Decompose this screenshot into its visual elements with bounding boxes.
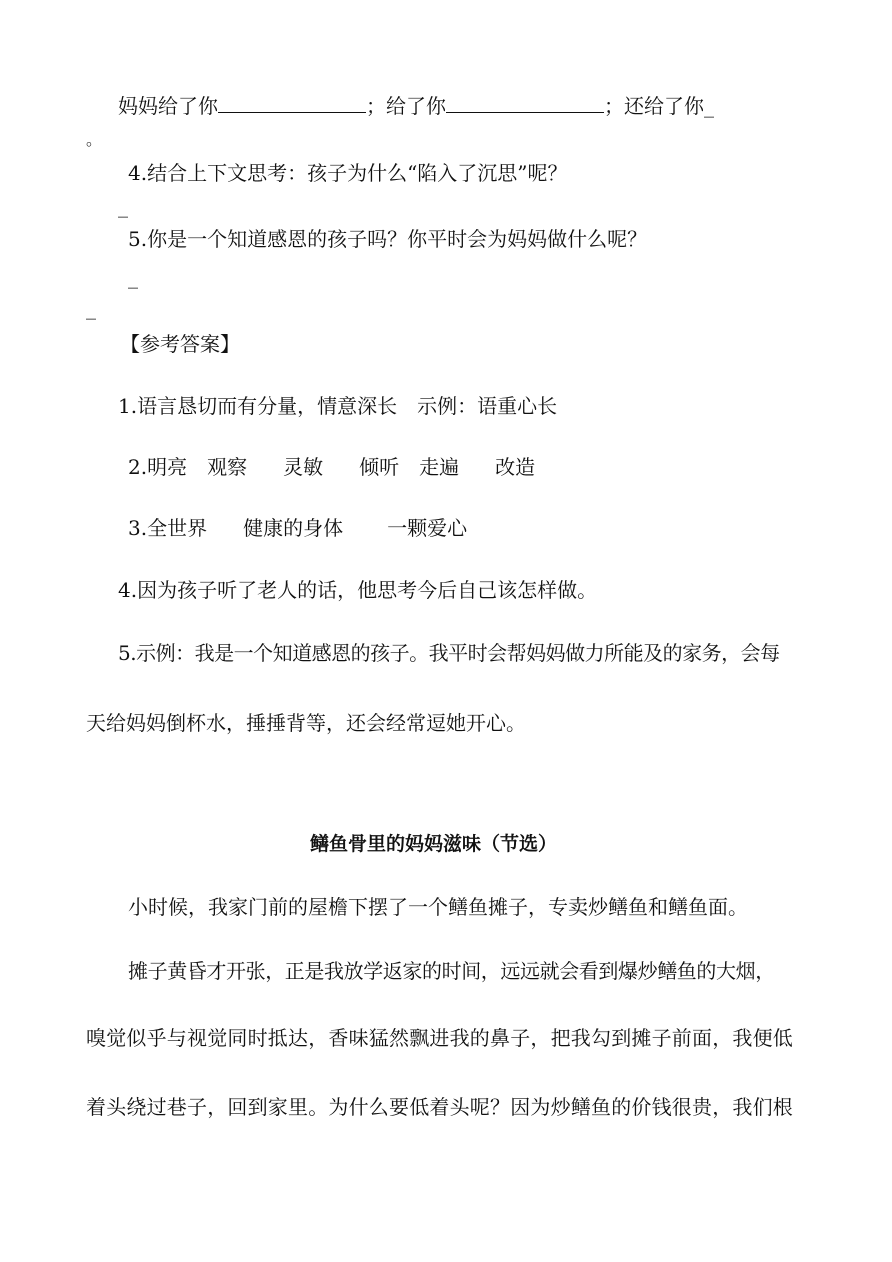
answer-3-word-2: 一颗爱心 bbox=[387, 516, 468, 540]
answer-4: 4.因为孩子听了老人的话，他思考今后自己该怎样做。 bbox=[118, 578, 598, 602]
q3-line bbox=[118, 92, 714, 120]
q4-text: 4.结合上下文思考：孩子为什么“陷入了沉思”呢？ bbox=[128, 161, 568, 185]
answer-1-text: 1.语言恳切而有分量，情意深长 bbox=[118, 394, 398, 418]
article-paragraph-2-line-3: 着头绕过巷子，回到家里。为什么要低着头呢？因为炒鳝鱼的价钱很贵，我们根 bbox=[86, 1095, 793, 1119]
answer-3-word-0: 3.全世界 bbox=[128, 516, 208, 540]
answer-1 bbox=[118, 392, 557, 420]
answers-heading: 【参考答案】 bbox=[120, 332, 240, 356]
q5-answer-line-1[interactable]: _ bbox=[128, 265, 138, 289]
answer-2-word-4: 走遍 bbox=[419, 455, 460, 479]
q3-blank-3[interactable]: _ bbox=[704, 94, 714, 118]
q3-sep1: ；给了你 bbox=[366, 94, 446, 118]
answer-2-word-0: 2.明亮 bbox=[128, 455, 188, 479]
q5-text: 5.你是一个知道感恩的孩子吗？你平时会为妈妈做什么呢？ bbox=[128, 227, 648, 251]
q3-part1: 妈妈给了你 bbox=[118, 94, 218, 118]
q3-end: 。 bbox=[86, 130, 103, 149]
answer-5-line-1: 5.示例：我是一个知道感恩的孩子。我平时会帮妈妈做力所能及的家务，会每 bbox=[118, 641, 780, 665]
q3-blank-1[interactable] bbox=[218, 92, 366, 113]
answer-3-word-1: 健康的身体 bbox=[243, 516, 344, 540]
q3-sep2: ；还给了你 bbox=[604, 94, 704, 118]
answer-2-word-1: 观察 bbox=[207, 455, 248, 479]
article-paragraph-2-line-1: 摊子黄昏才开张，正是我放学返家的时间，远远就会看到爆炒鳝鱼的大烟， bbox=[128, 959, 775, 983]
q4-answer-line[interactable]: _ bbox=[118, 194, 128, 218]
answer-2-word-3: 倾听 bbox=[359, 455, 400, 479]
article-paragraph-2-line-2: 嗅觉似乎与视觉同时抵达，香味猛然飘进我的鼻子，把我勾到摊子前面，我便低 bbox=[86, 1026, 793, 1050]
answer-5-line-2: 天给妈妈倒杯水，捶捶背等，还会经常逗她开心。 bbox=[86, 711, 526, 735]
article-paragraph-1: 小时候，我家门前的屋檐下摆了一个鳝鱼摊子，专卖炒鳝鱼和鳝鱼面。 bbox=[128, 895, 748, 919]
article-title: 鳝鱼骨里的妈妈滋味（节选） bbox=[310, 833, 558, 855]
answer-2-word-2: 灵敏 bbox=[283, 455, 324, 479]
answer-3 bbox=[128, 514, 467, 542]
q3-blank-2[interactable] bbox=[446, 92, 604, 113]
answer-1-example: 示例：语重心长 bbox=[417, 394, 558, 418]
q5-answer-line-2[interactable]: _ bbox=[86, 296, 96, 320]
answer-2-word-5: 改造 bbox=[495, 455, 536, 479]
answer-2 bbox=[128, 453, 535, 481]
